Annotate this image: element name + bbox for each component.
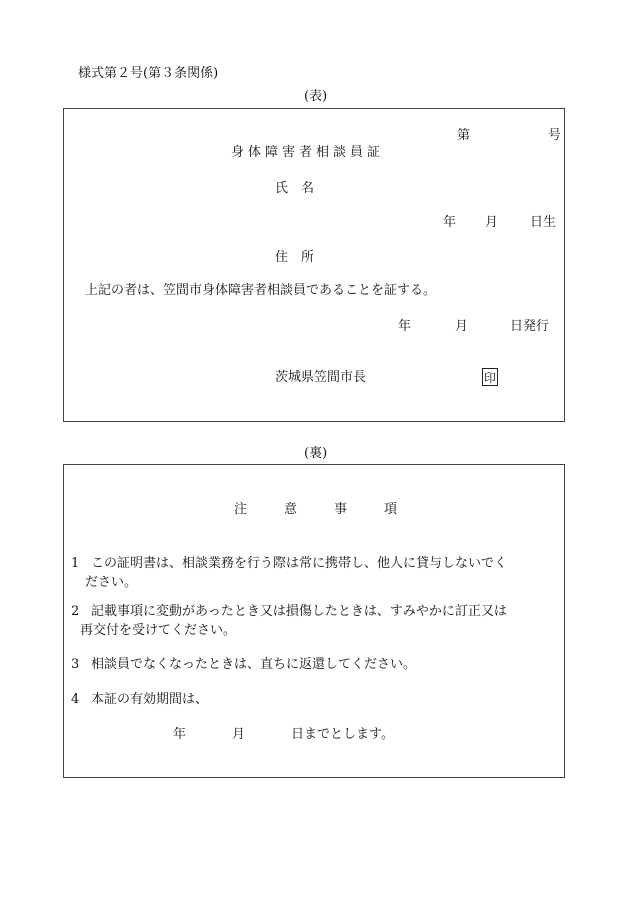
validity-year: 年 [173, 727, 187, 742]
note-item-number: 4 [71, 692, 80, 707]
note-item-line: 再交付を受けてください。 [80, 623, 237, 638]
note-item-line: 相談員でなくなったときは、直ちに返還してください。 [91, 657, 417, 672]
note-item-line: この証明書は、相談業務を行う際は常に携帯し、他人に貸与しないでく [91, 556, 508, 571]
number-suffix: 号 [548, 128, 562, 143]
validity-day: 日までとします。 [291, 727, 394, 742]
seal-stamp: 印 [482, 368, 498, 386]
notes-title-char: 項 [384, 502, 398, 517]
certify-text: 上記の者は、笠間市身体障害者相談員であることを証する。 [85, 283, 437, 298]
birth-year: 年 [443, 215, 457, 230]
notes-title-char: 意 [284, 502, 298, 517]
number-prefix: 第 [457, 128, 471, 143]
address-label: 住 所 [275, 250, 315, 265]
notes-title-char: 注 [234, 502, 248, 517]
note-item-number: 3 [71, 657, 80, 672]
issued-day: 日発行 [510, 319, 550, 334]
issued-month: 月 [455, 319, 469, 334]
note-item-line: ださい。 [85, 575, 138, 590]
front-card [63, 108, 565, 422]
form-label: 様式第２号(第３条関係) [78, 66, 219, 81]
issued-year: 年 [398, 319, 412, 334]
issuer-name: 茨城県笠間市長 [275, 370, 367, 385]
name-label: 氏 名 [275, 181, 315, 196]
validity-month: 月 [232, 727, 246, 742]
note-item-line: 記載事項に変動があったとき又は損傷したときは、すみやかに訂正又は [91, 604, 507, 619]
note-item-number: 1 [71, 556, 80, 571]
note-item-number: 2 [71, 604, 80, 619]
back-card [63, 464, 565, 778]
note-item-line: 本証の有効期間は、 [91, 692, 209, 707]
birth-day: 日生 [530, 215, 557, 230]
notes-title-char: 事 [334, 502, 348, 517]
card-title: 身体障害者相談員証 [231, 145, 385, 160]
birth-month: 月 [485, 215, 499, 230]
back-side-label: (裏) [304, 446, 328, 461]
front-side-label: (表) [304, 89, 328, 104]
